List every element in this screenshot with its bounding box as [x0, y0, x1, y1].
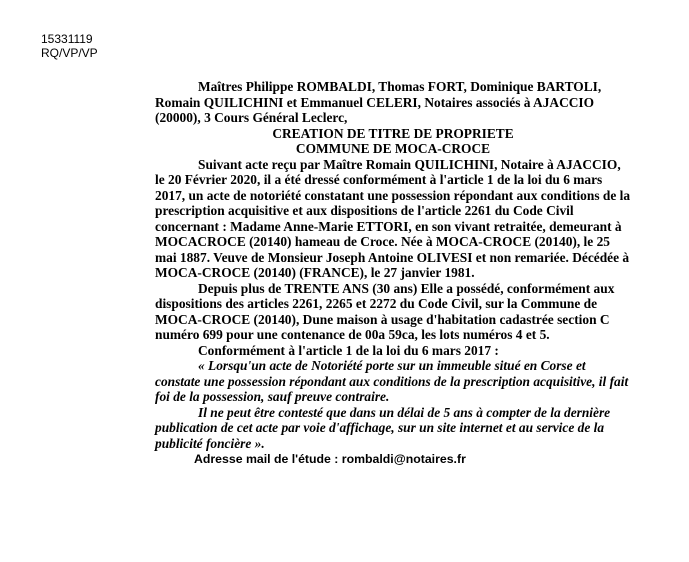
notice-title: CREATION DE TITRE DE PROPRIETE: [272, 125, 514, 141]
email-line: Adresse mail de l'étude : rombaldi@notaires.fr: [194, 452, 466, 466]
reference-number: 15331119: [41, 32, 93, 46]
reference-block: [41, 33, 98, 60]
notice-commune: COMMUNE DE MOCA-CROCE: [295, 141, 491, 156]
deed-paragraph: Suivant acte reçu par Maître Romain QUILICHINI, Notaire à AJACCIO, le 20 Février 2020, il a été dressé conformément à l'article 1 de la loi du 6 mars 2017, un acte de notoriété constatant une possession répondant aux conditions de la prescription acquisitive et aux dispositions de l'article 2261 du Code Civil concernant : Madame Anne-Marie ETTORI, en son vivant retraitée, demeurant à MOCACROCE (20140) hameau de Croce. Née à MOCA-CROCE (20140), le 25 mai 1887. Veuve de Monsieur Joseph Antoine OLIVESI et non remariée. Décédée à MOCA-CROCE (20140) (FRANCE), le 27 janvier 1981.: [155, 156, 631, 280]
reference-initials: RQ/VP/VP: [41, 45, 98, 60]
law-quote-1: « Lorsqu'un acte de Notoriété porte sur un immeuble situé en Corse et constate une possession répondant aux conditions de la prescription acquisitive, il fait foi de la possession, sauf preuve contraire.: [155, 358, 629, 404]
legal-notice: [155, 79, 631, 468]
law-quote-2: Il ne peut être contesté que dans un délai de 5 ans à compter de la dernière publication de cet acte par voie d'affichage, sur un site internet et au service de la publicité foncière ».: [155, 404, 611, 451]
notaries-paragraph: Maîtres Philippe ROMBALDI, Thomas FORT, Dominique BARTOLI, Romain QUILICHINI et Emmanuel CELERI, Notaires associés à AJACCIO (20000), 3 Cours Général Leclerc,: [155, 79, 602, 125]
law-intro: Conformément à l'article 1 de la loi du 6 mars 2017 :: [198, 342, 499, 358]
possession-paragraph: Depuis plus de TRENTE ANS (30 ans) Elle a possédé, conformément aux dispositions des articles 2261, 2265 et 2272 du Code Civil, sur la Commune de MOCA-CROCE (20140), Dune maison à usage d'habitation cadastrée section C numéro 699 pour une contenance de 00a 59ca, les lots numéros 4 et 5.: [155, 280, 615, 342]
